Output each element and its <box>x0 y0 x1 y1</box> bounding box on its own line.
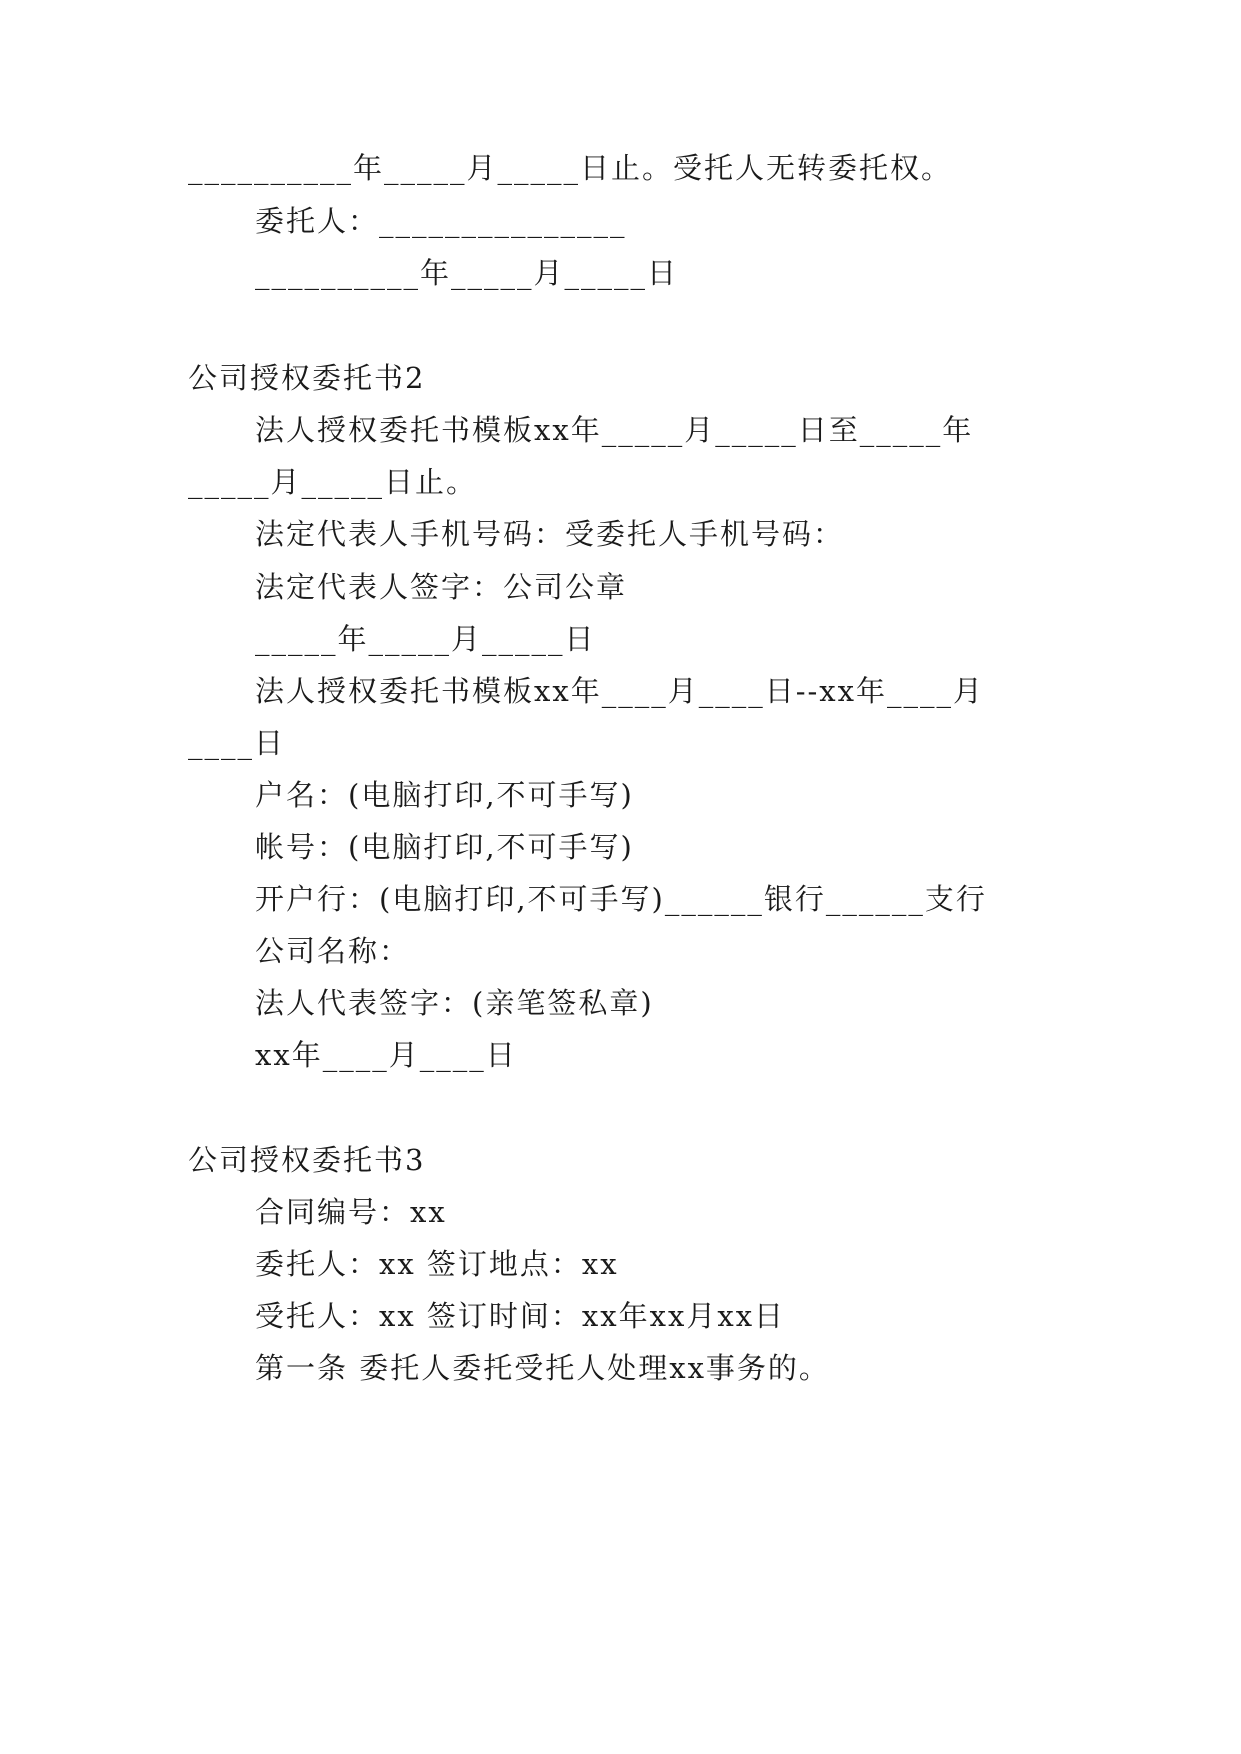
text-line-company-name: 公司名称： <box>255 934 411 968</box>
text-line-article-one: 第一条 委托人委托受托人处理xx事务的。 <box>255 1351 830 1385</box>
section-heading-2: 公司授权委托书2 <box>188 361 426 395</box>
text-line-template-period-2-end: ____日 <box>188 726 286 760</box>
text-line-contract-number: 合同编号：xx <box>255 1195 447 1229</box>
text-line-principal-signature: 委托人：_______________ <box>255 204 627 238</box>
text-line-ending-date: __________年_____月_____日止。受托人无转委托权。 <box>188 151 953 185</box>
text-line-template-period: 法人授权委托书模板xx年_____月_____日至_____年 <box>255 413 974 447</box>
text-line-phone-numbers: 法定代表人手机号码：受委托人手机号码： <box>255 517 845 551</box>
text-line-signing-date: __________年_____月_____日 <box>255 256 679 290</box>
section-heading-3: 公司授权委托书3 <box>188 1143 426 1177</box>
text-line-principal-location: 委托人：xx 签订地点：xx <box>255 1247 619 1281</box>
text-line-date-blank-2: xx年____月____日 <box>255 1038 517 1072</box>
text-line-bank: 开户行：(电脑打印,不可手写)______银行______支行 <box>255 882 987 916</box>
text-line-account-name: 户名：(电脑打印,不可手写) <box>255 778 634 812</box>
text-line-account-number: 帐号：(电脑打印,不可手写) <box>255 830 634 864</box>
text-line-date-blank: _____年_____月_____日 <box>255 622 596 656</box>
text-line-legal-rep-signature: 法定代表人签字：公司公章 <box>255 570 628 604</box>
text-line-template-period-2: 法人授权委托书模板xx年____月____日--xx年____月 <box>255 674 985 708</box>
text-line-agent-time: 受托人：xx 签订时间：xx年xx月xx日 <box>255 1299 786 1333</box>
text-line-legal-rep-seal: 法人代表签字：(亲笔签私章) <box>255 986 654 1020</box>
text-line-template-period-end: _____月_____日止。 <box>188 465 478 499</box>
